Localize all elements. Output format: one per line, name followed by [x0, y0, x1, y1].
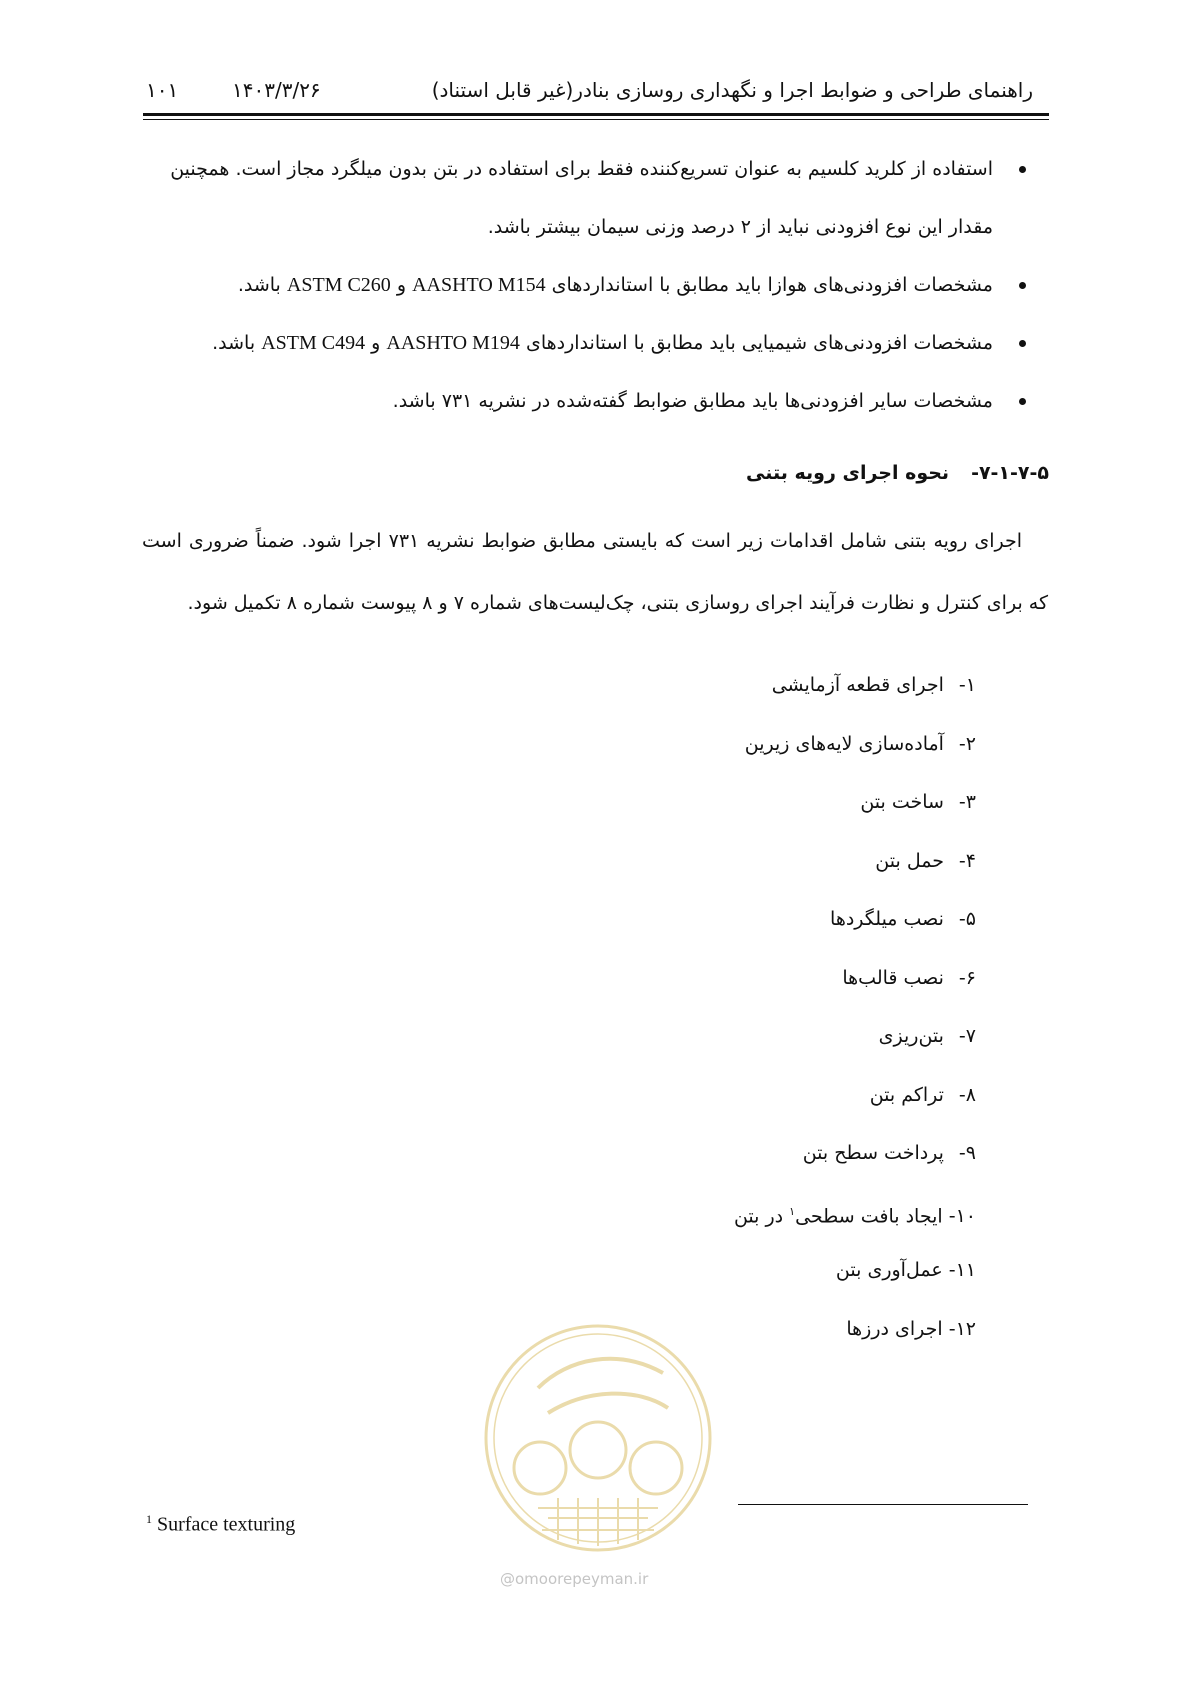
step-label: تراکم بتن: [869, 1083, 944, 1106]
bullet-text-line1: استفاده از کلرید کلسیم به عنوان تسریع‌کننده فقط برای استفاده در بتن بدون میلگرد مجاز است. همچنین: [170, 158, 993, 180]
list-item: [734, 832, 976, 891]
step-label-continued: در بتن: [733, 1204, 790, 1227]
list-item: [734, 1007, 976, 1066]
body-paragraph: اجرای رویه بتنی شامل اقدامات زیر است که بایستی مطابق ضوابط نشریه ۷۳۱ اجرا شود. ضمناً ضروری است که برای کنترل و نظارت فرآیند اجرای روسازی بتنی، چک‌لیست‌های شماره ۷ و ۸ پیوست شماره ۸ تکمیل شود.: [142, 530, 1048, 614]
bullet-text-line2: مقدار این نوع افزودنی نباید از ۲ درصد وزنی سیمان بیشتر باشد.: [487, 216, 993, 238]
header-rule-thin: [143, 119, 1049, 120]
step-number: ۶-: [958, 966, 976, 989]
footnote-separator: [738, 1504, 1028, 1505]
bullet-item: [121, 140, 993, 256]
footnote-reference[interactable]: ۱: [789, 1204, 796, 1218]
footnote: [146, 1512, 295, 1537]
step-label: حمل بتن: [875, 849, 944, 872]
running-header-date: ۱۴۰۳/۳/۲۶: [232, 78, 321, 102]
list-item: [734, 1124, 976, 1183]
step-number: ۱۱-: [948, 1259, 976, 1281]
bullet-item: [121, 256, 993, 314]
step-number: ۳-: [958, 791, 976, 813]
bullet-text-end: باشد.: [237, 274, 281, 296]
bullet-item: [121, 314, 993, 372]
step-label: اجرای درزها: [846, 1317, 943, 1340]
watermark-logo: [478, 1318, 718, 1558]
header-rule-thick: [143, 113, 1049, 116]
bullet-text: مشخصات افزودنی‌های شیمیایی باید مطابق با استانداردهای: [525, 332, 993, 354]
page-number: ۱۰۱: [146, 78, 179, 102]
step-label: اجرای قطعه آزمایشی: [771, 674, 944, 696]
bullet-conjunction: و: [396, 274, 407, 296]
section-title: نحوه اجرای رویه بتنی: [746, 462, 950, 484]
bullet-conjunction: و: [371, 332, 381, 354]
bullet-text-end: باشد.: [212, 332, 256, 354]
bullet-text: مشخصات افزودنی‌های هوازا باید مطابق با استانداردهای: [551, 274, 993, 296]
running-header-title: راهنمای طراحی و ضوابط اجرا و نگهداری روسازی بنادر(غیر قابل استناد): [431, 78, 1033, 102]
list-item: [734, 1066, 976, 1125]
watermark-text: @omoorepeyman.ir: [500, 1570, 649, 1588]
footnote-text: Surface texturing: [157, 1513, 296, 1536]
step-number: ۱۰-: [948, 1204, 976, 1227]
standard-code: ASTM C494: [261, 332, 366, 354]
step-label: ایجاد بافت سطحی: [795, 1204, 943, 1227]
section-number: ۷-۱-۷-۵-: [971, 462, 1049, 484]
step-label: نصب میلگردها: [830, 908, 944, 930]
list-item: [734, 715, 976, 774]
section-heading: [746, 462, 1049, 484]
list-item: [734, 949, 976, 1008]
bullet-item: [121, 372, 993, 430]
list-item: [734, 1183, 976, 1242]
list-item: [734, 656, 976, 715]
step-number: ۸-: [958, 1083, 976, 1106]
step-label: آماده‌سازی لایه‌های زیرین: [744, 732, 944, 755]
step-label: بتن‌ریزی: [878, 1025, 944, 1047]
step-label: نصب قالب‌ها: [842, 966, 944, 989]
bullet-list: [121, 140, 993, 430]
step-label: عمل‌آوری بتن: [835, 1259, 943, 1281]
step-number: ۱۲-: [948, 1317, 976, 1340]
list-item: [734, 1300, 976, 1359]
step-number: ۲-: [958, 732, 976, 755]
list-item: [734, 890, 976, 949]
step-number: ۹-: [958, 1142, 976, 1164]
footnote-marker: 1: [146, 1512, 152, 1526]
step-label: پرداخت سطح بتن: [802, 1142, 944, 1164]
step-number: ۵-: [958, 908, 976, 930]
standard-code: AASHTO M194: [386, 332, 520, 354]
step-number: ۷-: [958, 1025, 976, 1047]
standard-code: AASHTO M154: [412, 274, 546, 296]
standard-code: ASTM C260: [286, 274, 391, 296]
step-number: ۴-: [958, 849, 976, 872]
bullet-text: مشخصات سایر افزودنی‌ها باید مطابق ضوابط گفته‌شده در نشریه ۷۳۱ باشد.: [392, 390, 993, 412]
steps-list: [734, 656, 976, 1358]
list-item: [734, 1241, 976, 1300]
list-item: [734, 773, 976, 832]
step-number: ۱-: [958, 674, 976, 696]
step-label: ساخت بتن: [860, 791, 944, 813]
